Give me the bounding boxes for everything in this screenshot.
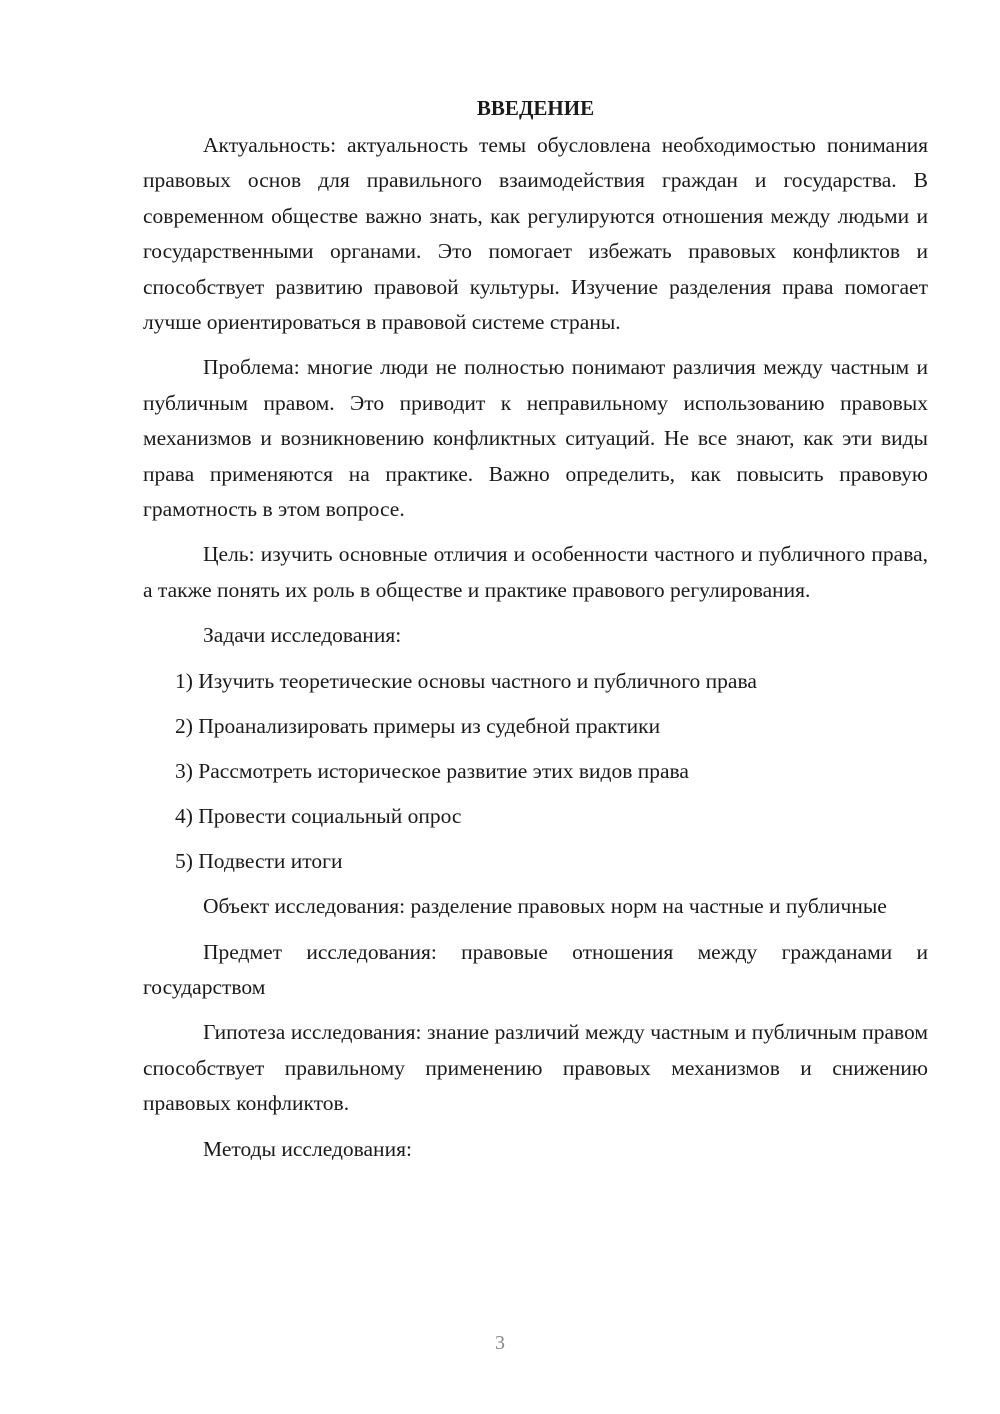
methods-heading: Методы исследования: [203, 1136, 412, 1161]
relevance-paragraph: Актуальность: актуальность темы обусловлена необходимостью понимания правовых основ для правильного взаимодействия граждан и государства. В современном обществе важно знать, как регулируются отношения между людьми и государственными органами. Это помогает избежать правовых конфликтов и способствует развитию правовой культуры. Изучение разделения права помогает лучше ориентироваться в правовой системе страны. [143, 133, 928, 335]
section-heading: ВВЕДЕНИЕ [476, 96, 595, 120]
tasks-heading: Задачи исследования: [203, 623, 402, 648]
list-item: 4) Провести социальный опрос [175, 803, 462, 828]
document-page [143, 92, 928, 1177]
list-item: 3) Рассмотреть историческое развитие этих видов права [175, 758, 689, 783]
hypothesis-paragraph: Гипотеза исследования: знание различий между частным и публичным правом способствует правильному применению правовых механизмов и снижению правовых конфликтов. [143, 1020, 928, 1116]
problem-paragraph: Проблема: многие люди не полностью понимают различия между частным и публичным правом. Это приводит к неправильному использованию правовых механизмов и возникновению конфликтных ситуаций. Не все знают, как эти виды права применяются на практике. Важно определить, как повысить правовую грамотность в этом вопросе. [143, 355, 928, 522]
list-item: 2) Проанализировать примеры из судебной практики [175, 713, 661, 738]
subject-paragraph: Предмет исследования: правовые отношения между гражданами и государством [143, 939, 928, 999]
page-number: 3 [495, 1332, 505, 1354]
list-item: 5) Подвести итоги [175, 848, 343, 873]
tasks-list [143, 664, 928, 879]
goal-paragraph: Цель: изучить основные отличия и особенности частного и публичного права, а также понять их роль в обществе и практике правового регулирования. [143, 542, 928, 602]
object-paragraph: Объект исследования: разделение правовых норм на частные и публичные [203, 894, 887, 919]
list-item: 1) Изучить теоретические основы частного и публичного права [175, 668, 757, 693]
